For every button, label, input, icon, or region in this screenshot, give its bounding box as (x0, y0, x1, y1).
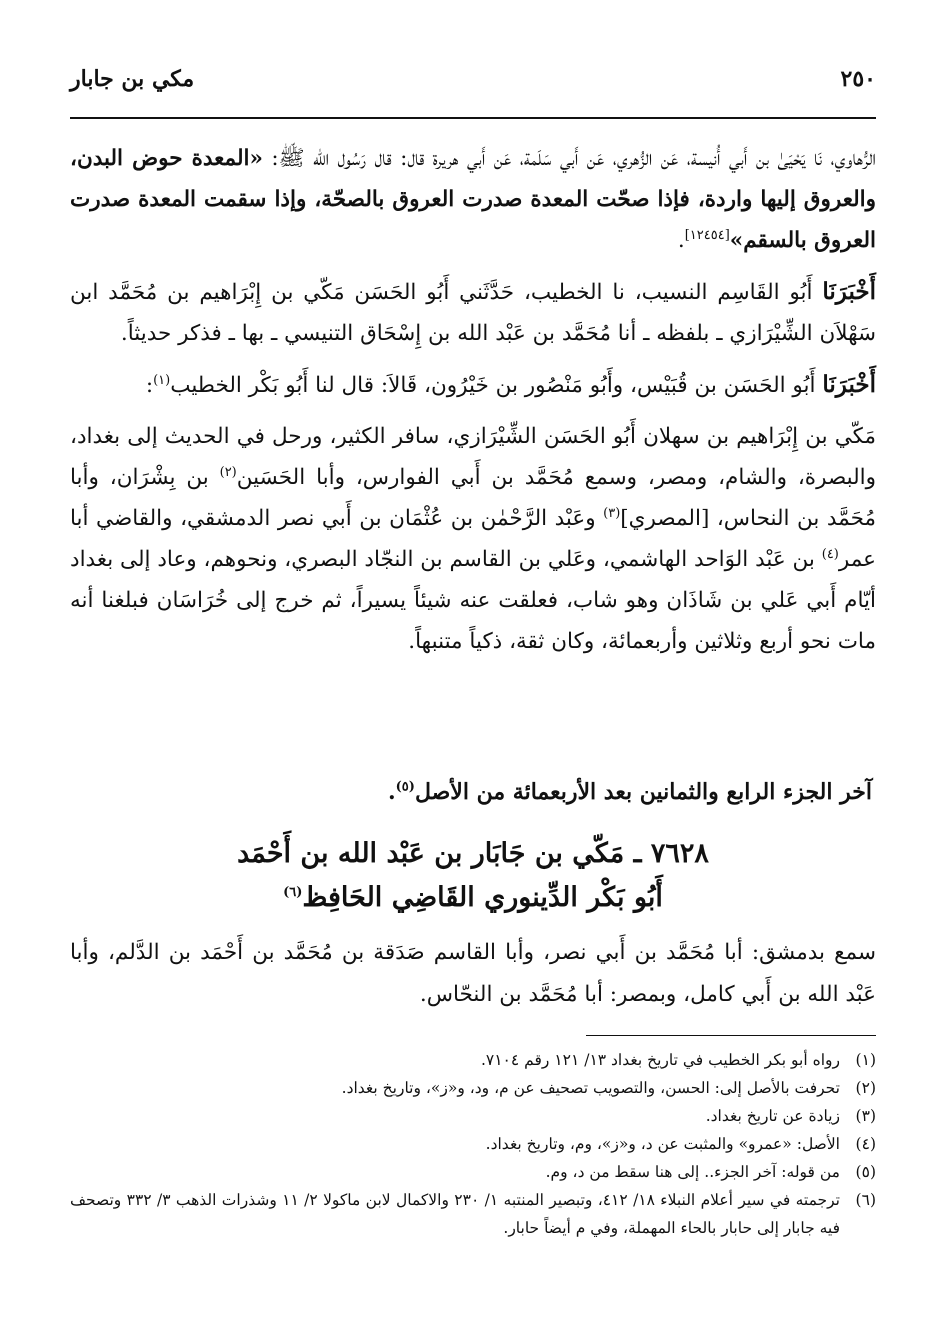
footnote (70, 1130, 876, 1158)
entry-title-line-1: ٧٦٢٨ ـ مَكّي بن جَابَار بن عَبْد الله بن أَحْمَد (237, 838, 709, 869)
akhbarana-lead: أَخْبَرَنَا (822, 371, 876, 398)
colophon (112, 772, 872, 812)
entry-title-line-2 (70, 876, 876, 920)
paragraph-hadith (70, 138, 876, 261)
hadith-ref: [١٢٤٥٤] (684, 227, 730, 243)
footnote-marker: (٢) (219, 464, 237, 480)
paragraph-biography (70, 416, 876, 662)
entry-heading (70, 832, 876, 920)
footnote (70, 1074, 876, 1102)
footnote-text: رواه أبو بكر الخطيب في تاريخ بغداد ١٣/ ١٢١ رقم ٧١٠٤. (480, 1051, 840, 1069)
footnote-number: (٦) (855, 1191, 876, 1209)
footnote-text: تحرفت بالأصل إلى: الحسن، والتصويب تصحيف عن م، ود، و«ز»، وتاريخ بغداد. (341, 1079, 840, 1097)
footnote-number: (١) (855, 1051, 876, 1069)
footnote-text: زيادة عن تاريخ بغداد. (705, 1107, 840, 1125)
footnote-number: (٤) (855, 1135, 876, 1153)
footnote (70, 1186, 876, 1242)
footnote-number: (٣) (855, 1107, 876, 1125)
bio-text-2: بن بِشْرَان، وأبا مُحَمَّد بن النحاس، [المصري] (70, 465, 877, 531)
paragraph-text: أَبُو القَاسِم النسيب، نا الخطيب، حَدَّثَني أَبُو الحَسَن مَكّي بن إِبْرَاهيم بن مُحَمَّد ابن سَهْلاَن الشِّيْرَازي ـ بلفظه ـ أنا مُحَمَّد بن عَبْد الله بن إِسْحَاق التنيسي ـ بها ـ فذكر حديثاً. (70, 280, 876, 346)
hadith-matn: «المعدة حوض البدن، والعروق إليها واردة، فإذا صحّت المعدة صدرت العروق بالصحّة، وإذا سقمت المعدة صدرت العروق بالسقم» (70, 146, 876, 253)
hadith-isnad: الرُّهاوي، نَا يَحْيَىٰ بن أَبي أُنيسة، عَن الزُّهري، عَن أَبي سَلَمة، عَن أَبي هريرة قال: قال رَسُول الله ﷺ: (262, 146, 876, 171)
paragraph-akhbarana-1 (70, 271, 876, 354)
bio-text-4: بن عَبْد الوَاحد الهاشمي، وعَلي بن القاسم بن النجّاد البصري، ونحوهم، وعاد إلى بغداد أيّام أَبي عَلي بن شَاذَان وهو شاب، فعلقت عنه شيئاً يسيراً، ثم خرج إلى خُرَاسَان فبلغنا أنه مات نحو أربع وثلاثين وأربعمائة، وكان ثقة، ذكياً متنبهاً. (70, 547, 876, 654)
footnote-marker: (٣) (603, 505, 621, 521)
footnote (70, 1102, 876, 1130)
main-text (70, 138, 876, 672)
footnote (70, 1046, 876, 1074)
footnotes (70, 1046, 876, 1242)
page-number: ٢٥٠ (840, 66, 876, 92)
footnote-text: الأصل: «عمرو» والمثبت عن د، و«ز»، وم، وتاريخ بغداد. (485, 1135, 840, 1153)
footnote-marker: (١) (153, 372, 171, 388)
footnote-text: من قوله: آخر الجزء.. إلى هنا سقط من د، وم. (545, 1163, 840, 1181)
colophon-text: آخر الجزء الرابع والثمانين بعد الأربعمائة من الأصل (414, 779, 872, 805)
akhbarana-lead: أَخْبَرَنَا (822, 278, 876, 305)
footnote-number: (٥) (855, 1163, 876, 1181)
colophon-end: . (387, 779, 396, 805)
entry-title-text: أَبُو بَكْر الدِّينوري القَاضِي الحَافِظ (302, 882, 663, 913)
entry-text: سمع بدمشق: أبا مُحَمَّد بن أَبي نصر، وأبا القاسم صَدَقة بن مُحَمَّد بن أَحْمَد بن الدَّلم، وأبا عَبْد الله بن أَبي كامل، وبمصر: أبا مُحَمَّد بن النحّاس. (70, 940, 876, 1007)
bio-text-3: وعَبْد الرَّحْمٰن بن عُثْمَان بن أَبي نصر الدمشقي، والقاضي أبا عمر (70, 506, 876, 572)
footnote (70, 1158, 876, 1186)
paragraph-akhbarana-2 (70, 364, 876, 406)
paragraph-end: : (145, 373, 154, 398)
header-rule (70, 117, 876, 119)
footnote-number: (٢) (855, 1079, 876, 1097)
running-title: مكي بن جابار (70, 66, 195, 92)
paragraph-text: أَبُو الحَسَن بن قُبَيْس، وأَبُو مَنْصُور بن خَيْرُون، قَالاَ: قال لنا أَبُو بَكْر الخطيب (170, 373, 823, 398)
footnote-marker: (٦) (283, 885, 303, 900)
page-header (70, 62, 876, 102)
bio-text-1: مَكّي بن إِبْرَاهيم بن سهلان أَبُو الحَسَن الشِّيْرَازي، سافر الكثير، ورحل في الحديث إلى بغداد، والبصرة، والشام، ومصر، وسمع مُحَمَّد بن أَبي الفوارس، وأبا الحَسَين (70, 424, 876, 490)
footnote-marker: (٤) (821, 546, 839, 562)
hadith-end: . (677, 228, 685, 253)
footnote-text: ترجمته في سير أعلام النبلاء ١٨/ ٤١٢، وتبصير المنتبه ١/ ٢٣٠ والاكمال لابن ماكولا ٢/ ١١ وشذرات الذهب ٣/ ٣٣٢ وتصحف فيه جابار إلى حابار بالحاء المهملة، وفي م أيضاً حابار. (70, 1191, 840, 1237)
footnote-marker: (٥) (395, 779, 415, 795)
footnote-rule (586, 1035, 876, 1036)
